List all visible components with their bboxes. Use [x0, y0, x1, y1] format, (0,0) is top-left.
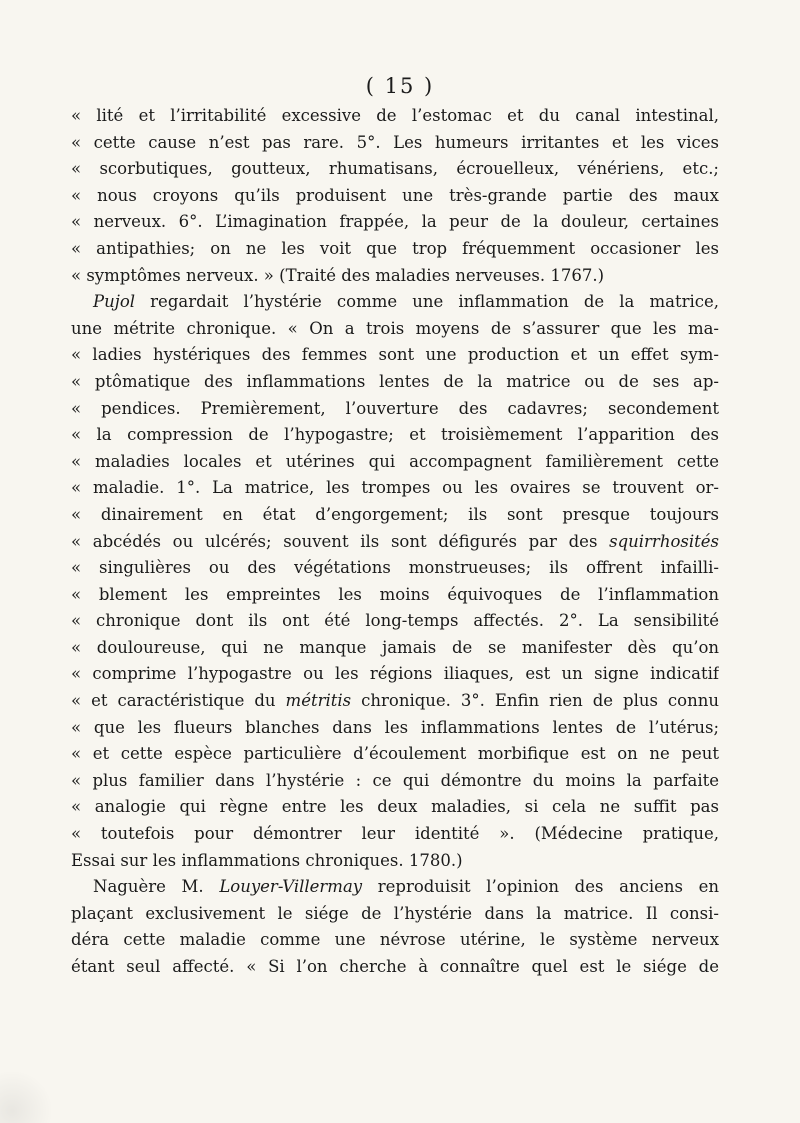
text-segment: « blement les empreintes les moins équivoques de l’inflammation: [71, 584, 719, 604]
text-line: [71, 263, 719, 290]
page-stain: [0, 1063, 60, 1123]
text-segment: « analogie qui règne entre les deux maladies, si cela ne suffit pas: [71, 797, 719, 817]
text-line: [71, 449, 719, 476]
text-line: [71, 396, 719, 423]
text-line: [71, 901, 719, 928]
text-line: [71, 741, 719, 768]
text-line: [71, 289, 719, 316]
text-line: [71, 688, 719, 715]
text-line: [71, 422, 719, 449]
text-line: [71, 954, 719, 981]
text-line: [71, 821, 719, 848]
text-segment: « que les flueurs blanches dans les inflammations lentes de l’utérus;: [71, 717, 719, 737]
text-segment: Naguère M.: [93, 877, 220, 897]
text-segment: déra cette maladie comme une névrose utérine, le système nerveux: [71, 930, 719, 950]
text-segment: « symptômes nerveux. » (Traité des maladies nerveuses. 1767.): [71, 265, 605, 285]
text-segment: « nerveux. 6°. L’imagination frappée, la peur de la douleur, certaines: [71, 212, 719, 232]
text-line: [71, 156, 719, 183]
text-segment: « scorbutiques, goutteux, rhumatisans, écrouelleux, vénériens, etc.;: [71, 159, 719, 179]
text-segment: « et cette espèce particulière d’écoulement morbifique est on ne peut: [71, 744, 719, 764]
text-line: [71, 661, 719, 688]
text-line: [71, 316, 719, 343]
text-line: [71, 103, 719, 130]
text-segment: « pendices. Premièrement, l’ouverture des cadavres; secondement: [71, 398, 719, 418]
text-segment: « ptômatique des inflammations lentes de la matrice ou de ses ap-: [71, 371, 719, 391]
text-line: [71, 768, 719, 795]
text-segment: « comprime l’hypogastre ou les régions iliaques, est un signe indicatif: [71, 664, 719, 684]
text-segment: « lité et l’irritabilité excessive de l’estomac et du canal intestinal,: [71, 106, 719, 125]
text-line: [71, 529, 719, 556]
text-line: [71, 555, 719, 582]
text-segment: « douloureuse, qui ne manque jamais de se manifester dès qu’on: [71, 637, 719, 657]
text-segment: « la compression de l’hypogastre; et troisièmement l’apparition des: [71, 425, 719, 445]
text-segment: regardait l’hystérie comme une inflammation de la matrice,: [135, 292, 719, 312]
text-line: [71, 236, 719, 263]
text-segment: plaçant exclusivement le siége de l’hystérie dans la matrice. Il consi-: [71, 903, 719, 923]
italic-text: Pujol: [93, 292, 136, 312]
text-line: [71, 475, 719, 502]
text-line: [71, 848, 719, 875]
text-segment: « chronique dont ils ont été long-temps affectés. 2°. La sensibilité: [71, 611, 719, 631]
text-segment: « dinairement en état d’engorgement; ils sont presque toujours: [71, 504, 719, 524]
text-segment: « maladies locales et utérines qui accompagnent familièrement cette: [71, 451, 719, 471]
text-line: [71, 715, 719, 742]
text-segment: « toutefois pour démontrer leur identité ». (Médecine pratique,: [71, 824, 719, 844]
page-number: ( 15 ): [365, 74, 435, 98]
text-line: [71, 183, 719, 210]
body-text: [71, 103, 719, 981]
text-line: [71, 927, 719, 954]
text-segment: étant seul affecté. « Si l’on cherche à connaître quel est le siége de: [71, 957, 719, 976]
text-segment: reproduisit l’opinion des anciens en: [362, 877, 719, 897]
text-line: [71, 502, 719, 529]
italic-text: squirrhosités: [609, 531, 719, 551]
text-segment: « nous croyons qu’ils produisent une très-grande partie des maux: [71, 185, 719, 205]
text-line: [71, 608, 719, 635]
text-line: [71, 130, 719, 157]
italic-text: Louyer-Villermay: [219, 877, 363, 897]
text-line: [71, 794, 719, 821]
text-segment: une métrite chronique. « On a trois moyens de s’assurer que les ma-: [71, 318, 719, 338]
text-line: [71, 582, 719, 609]
text-segment: « abcédés ou ulcérés; souvent ils sont défigurés par des: [71, 531, 610, 551]
text-line: [71, 635, 719, 662]
text-segment: « cette cause n’est pas rare. 5°. Les humeurs irritantes et les vices: [71, 132, 719, 152]
text-segment: « maladie. 1°. La matrice, les trompes ou les ovaires se trouvent or-: [71, 478, 719, 498]
text-line: [71, 874, 719, 901]
text-segment: « et caractéristique du: [71, 691, 286, 711]
italic-text: métritis: [285, 691, 352, 711]
text-line: [71, 209, 719, 236]
text-segment: chronique. 3°. Enfin rien de plus connu: [351, 691, 719, 711]
text-segment: « plus familier dans l’hystérie : ce qui démontre du moins la parfaite: [71, 770, 719, 790]
text-segment: « antipathies; on ne les voit que trop fréquemment occasioner les: [71, 238, 719, 258]
text-segment: « ladies hystériques des femmes sont une production et un effet sym-: [71, 345, 719, 365]
text-segment: Essai sur les inflammations chroniques. 1780.): [71, 850, 463, 870]
text-line: [71, 369, 719, 396]
text-segment: « singulières ou des végétations monstrueuses; ils offrent infailli-: [71, 558, 719, 578]
text-line: [71, 342, 719, 369]
